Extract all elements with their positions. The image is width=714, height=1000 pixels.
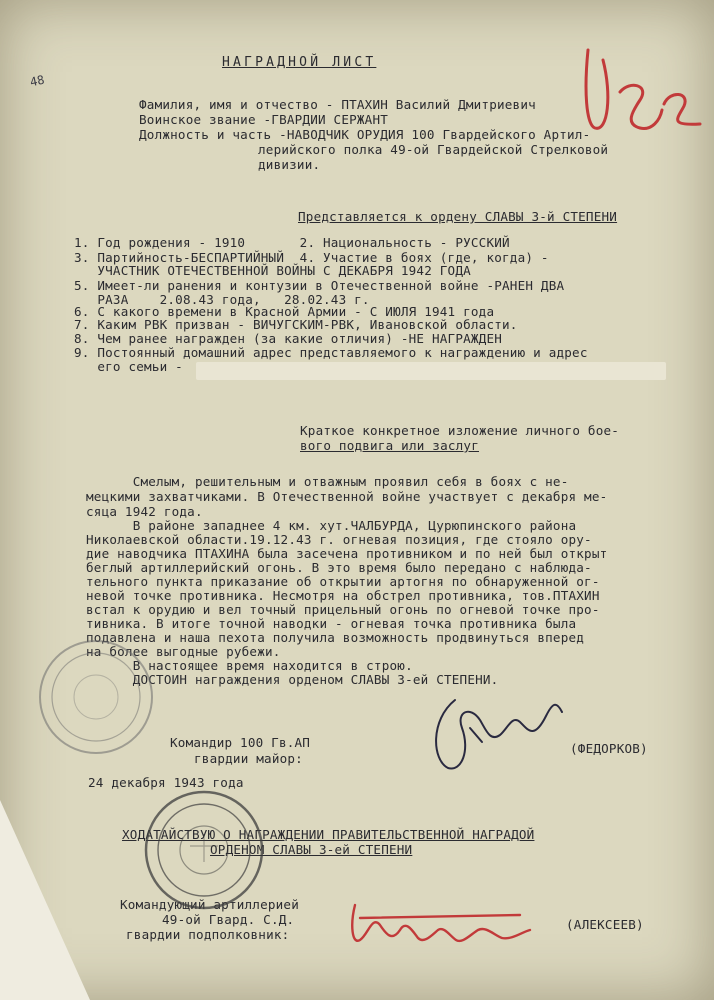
body-line: тельного пункта приказание об открытии артогня по обнаруженной ог- <box>86 574 600 589</box>
header-name-line: Фамилия, имя и отчество - ПТАХИН Василий Дмитриевич <box>139 97 536 112</box>
body-line: невой точке противника. Несмотря на обстрел противника, тов.ПТАХИН <box>86 588 600 603</box>
unit-stamp-2 <box>146 792 262 908</box>
item-6: 6. С какого времени в Красной Армии - С ИЮЛЯ 1941 года <box>74 304 495 319</box>
header-position-line-3: дивизии. <box>258 157 321 172</box>
body-line: на более выгодные рубежи. <box>86 644 281 659</box>
item-9: 9. Постоянный домашний адрес представляемого к награждению и адрес <box>74 345 588 360</box>
second-signature <box>352 905 530 941</box>
body-line: тивника. В итоге точной наводки - огневая точка противника была <box>86 616 577 631</box>
corner-mark: 48 <box>28 72 46 90</box>
body-line: Николаевской области.19.12.43 г. огневая позиция, где стояло ору- <box>86 532 592 547</box>
commander-name: (ФЕДОРКОВ) <box>570 741 648 756</box>
commander-title: Командир 100 Гв.АП <box>170 735 311 750</box>
body-line: беглый артиллерийский огонь. В это время было передано с наблюда- <box>86 560 592 575</box>
unit-stamp-1 <box>40 641 152 753</box>
body-line: дие наводчика ПТАХИНА была засечена противником и по ней был открыт <box>86 546 608 561</box>
item-7: 7. Каким РВК призван - ВИЧУГСКИМ-РВК, Ивановской области. <box>74 317 518 332</box>
commander-rank: гвардии майор: <box>194 751 303 766</box>
presented-for-award: Представляется к ордену СЛАВЫ 3-й СТЕПЕНИ <box>298 209 618 224</box>
item-5: 5. Имеет-ли ранения и контузии в Отечественной войне -РАНЕН ДВА <box>74 278 565 293</box>
page-title: НАГРАДНОЙ ЛИСТ <box>222 55 377 70</box>
commander-date: 24 декабря 1943 года <box>88 775 244 790</box>
item-9-value: его семьи - <box>74 359 183 374</box>
item-5-value: РАЗА 2.08.43 года, 28.02.43 г. <box>74 292 370 307</box>
item-1-2: 1. Год рождения - 1910 2. Национальность - РУССКИЙ <box>74 235 510 250</box>
header-rank-line: Воинское звание -ГВАРДИИ СЕРЖАНТ <box>139 112 389 127</box>
item-8: 8. Чем ранее награжден (за какие отличия) -НЕ НАГРАЖДЕН <box>74 331 503 346</box>
header-position-line: Должность и часть -НАВОДЧИК ОРУДИЯ 100 Гвардейского Артил- <box>139 127 591 142</box>
item-4-value: УЧАСТНИК ОТЕЧЕСТВЕННОЙ ВОЙНЫ С ДЕКАБРЯ 1942 ГОДА <box>74 263 471 278</box>
petition-award-line: ОРДЕНОМ СЛАВЫ 3-ей СТЕПЕНИ <box>210 842 413 857</box>
petition-line: ХОДАТАЙСТВУЮ О НАГРАЖДЕНИИ ПРАВИТЕЛЬСТВЕННОЙ НАГРАДОЙ <box>122 827 535 842</box>
body-line: мецкими захватчиками. В Отечественной войне участвует с декабря ме- <box>86 489 608 504</box>
item-3-4: 3. Партийность-БЕСПАРТИЙНЫЙ 4. Участие в боях (где, когда) - <box>74 250 549 265</box>
body-line: подавлена и наша пехота получила возможность продвинуться вперед <box>86 630 585 645</box>
red-pencil-mark <box>586 50 700 129</box>
artillery-commander-name: (АЛЕКСЕЕВ) <box>566 917 644 932</box>
body-line: Смелым, решительным и отважным проявил себя в боях с не- <box>86 474 569 489</box>
header-position-line-2: лерийского полка 49-ой Гвардейской Стрелковой <box>258 142 609 157</box>
body-line: ДОСТОИН награждения орденом СЛАВЫ 3-ей СТЕПЕНИ. <box>86 672 499 687</box>
summary-title: Краткое конкретное изложение личного бое- <box>300 423 620 438</box>
summary-title-2: вого подвига или заслуг <box>300 438 479 453</box>
artillery-commander-title: Командующий артиллерией <box>120 897 299 912</box>
body-line: сяца 1942 года. <box>86 504 203 519</box>
commander-signature <box>436 700 562 768</box>
artillery-commander-rank: гвардии подполковник: <box>126 927 290 942</box>
body-line: встал к орудию и вел точный прицельный огонь по огневой точке про- <box>86 602 600 617</box>
division-line: 49-ой Гвард. С.Д. <box>162 912 295 927</box>
body-line: В районе западнее 4 км. хут.ЧАЛБУРДА, Цурюпинского района <box>86 518 577 533</box>
body-line: В настоящее время находится в строю. <box>86 658 413 673</box>
